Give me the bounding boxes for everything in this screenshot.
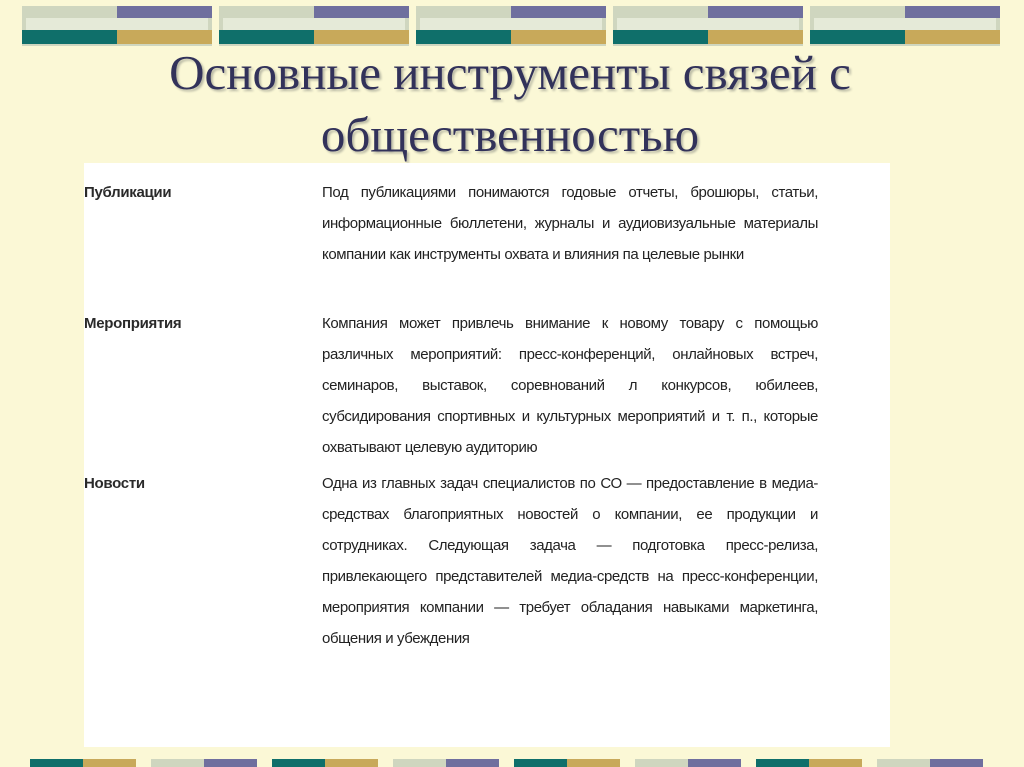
- content-panel: [84, 163, 890, 747]
- row-term: Новости: [84, 475, 145, 492]
- decor-block: [756, 759, 862, 767]
- decor-block: [810, 6, 1000, 46]
- decor-block: [416, 6, 606, 46]
- bottom-decoration: [30, 759, 1024, 767]
- decor-block: [151, 759, 257, 767]
- decor-block: [30, 759, 136, 767]
- slide-title: Основные инструменты связей с общественностью: [169, 45, 851, 162]
- row-term: Мероприятия: [84, 315, 182, 332]
- decor-block: [613, 6, 803, 46]
- decor-block: [22, 6, 212, 46]
- row-description: Одна из главных задач специалистов по СО — предоставление в медиа-средствах благоприятных новостей о компании, ее продукции и сотрудниках. Следующая задача — подготовка пресс-релиза, привлекающего представителей медиа-средств на пресс-конференции, мероприятия компании — требует обладания навыками маркетинга, общения и убеждения: [322, 475, 818, 647]
- decor-block: [219, 6, 409, 46]
- row-term: Публикации: [84, 184, 172, 201]
- decor-block: [877, 759, 983, 767]
- decor-block: [635, 759, 741, 767]
- top-decoration: [22, 6, 1002, 46]
- decor-block: [393, 759, 499, 767]
- decor-block: [272, 759, 378, 767]
- decor-block: [514, 759, 620, 767]
- row-description: Под публикациями понимаются годовые отчеты, брошюры, статьи, информационные бюллетени, журналы и аудиовизуальные материалы компании как инструменты охвата и влияния па целевые рынки: [322, 184, 818, 263]
- row-description: Компания может привлечь внимание к новому товару с помощью различных мероприятий: пресс-конференций, онлайновых встреч, семинаров, выставок, соревнований л конкурсов, юбилеев, субсидирования спортивных и культурных мероприятий и т. п., которые охватывают целевую аудиторию: [322, 315, 818, 456]
